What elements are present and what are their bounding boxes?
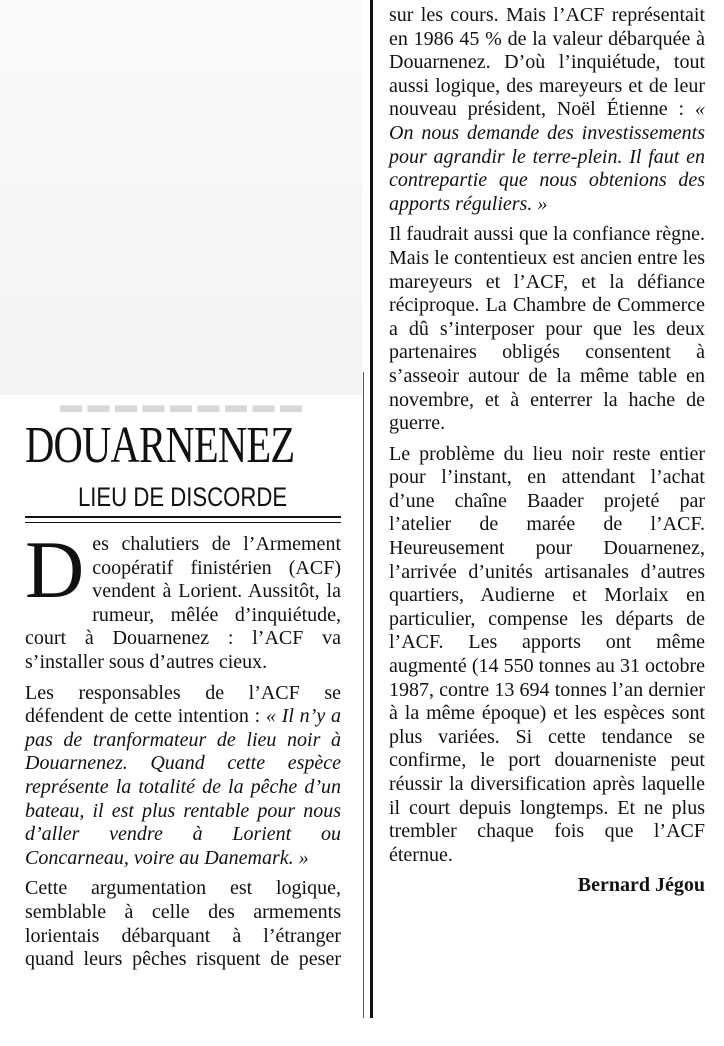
paragraph-4: Il faudrait aussi que la confiance règne. Mais le contentieux est ancien entre les mareyeurs et l’ACF, et la défiance réciproque. La Chambre de Commerce a dû s’interposer pour que les deux partenaires obligés consentent à s’asseoir autour de la même table en novembre, et à enterrer la hache de guerre. [389, 223, 705, 435]
paper-shading [0, 0, 362, 395]
headline: DOUARNENEZ [25, 417, 295, 474]
paragraph-5: Le problème du lieu noir reste entier pour l’instant, en attendant l’achat d’une chaîne Baader projeté par l’atelier de marée de l’ACF. Heureusement pour Douarnenez, l’arrivée d’unités artisanales d’autres quartiers, Audierne et Morlaix en particulier, compense les départs de l’ACF. Les apports ont même augmenté (14 550 tonnes au 31 octobre 1987, contre 13 694 tonnes l’an dernier à la même époque) et les espèces sont plus variées. Si cette tendance se confirme, le port douarneniste peut réussir la diversification après laquelle il court depuis longtemps. Et ne plus trembler chaque fois que l’ACF éternue. [389, 442, 705, 866]
author-signature: Bernard Jégou [577, 874, 705, 897]
subheadline-block [25, 482, 341, 518]
paragraph-3-left-text: Cette argumentation est logique, semblable à celle des armements lorientais débarquant à l’étranger quand leurs pêches risquent de peser [25, 877, 341, 971]
paragraph-3-left [25, 877, 341, 971]
bleed-through-texture: ▬ ▬ ▬ ▬ ▬ ▬ ▬ ▬ ▬ [60, 392, 302, 417]
drop-cap: D [25, 524, 85, 615]
paragraph-2-intro: Les responsables de l’ACF se défendent de cette intention : [25, 681, 341, 728]
right-column [389, 4, 705, 897]
paragraph-3-quote: « On nous demande des investissements pour agrandir le terre-plein. Il faut en contrepartie que nous obtenions des apports réguliers. » [389, 98, 705, 215]
paragraph-3-right-text: sur les cours. Mais l’ACF représentait en 1986 45 % de la valeur débarquée à Douarnenez. D’où l’inquiétude, tout aussi logique, des mareyeurs et de leur nouveau président, Noël Étienne : [389, 4, 705, 121]
subheadline: LIEU DE DISCORDE [78, 482, 288, 512]
column-rule-thin [363, 372, 364, 1018]
subheadline-rule [25, 522, 341, 523]
paragraph-2-quote: « Il n’y a pas de tranformateur de lieu noir à Douarnenez. Quand cette espèce représente la totalité de la pêche d’un bateau, il est plus rentable pour nous d’aller vendre à Lorient ou Concarneau, voire au Danemark. » [25, 705, 341, 869]
left-column [25, 418, 341, 972]
lead-paragraph [25, 524, 341, 675]
column-rule [370, 0, 373, 1018]
paragraph-3-right [389, 4, 705, 216]
paragraph-2 [25, 682, 341, 871]
lead-text: es chalutiers de l’Armement coopératif finistérien (ACF) vendent à Lorient. Aussitôt, la rumeur, mêlée d’inquiétude, court à Douarnenez : l’ACF va s’installer sous d’autres cieux. [25, 533, 341, 673]
